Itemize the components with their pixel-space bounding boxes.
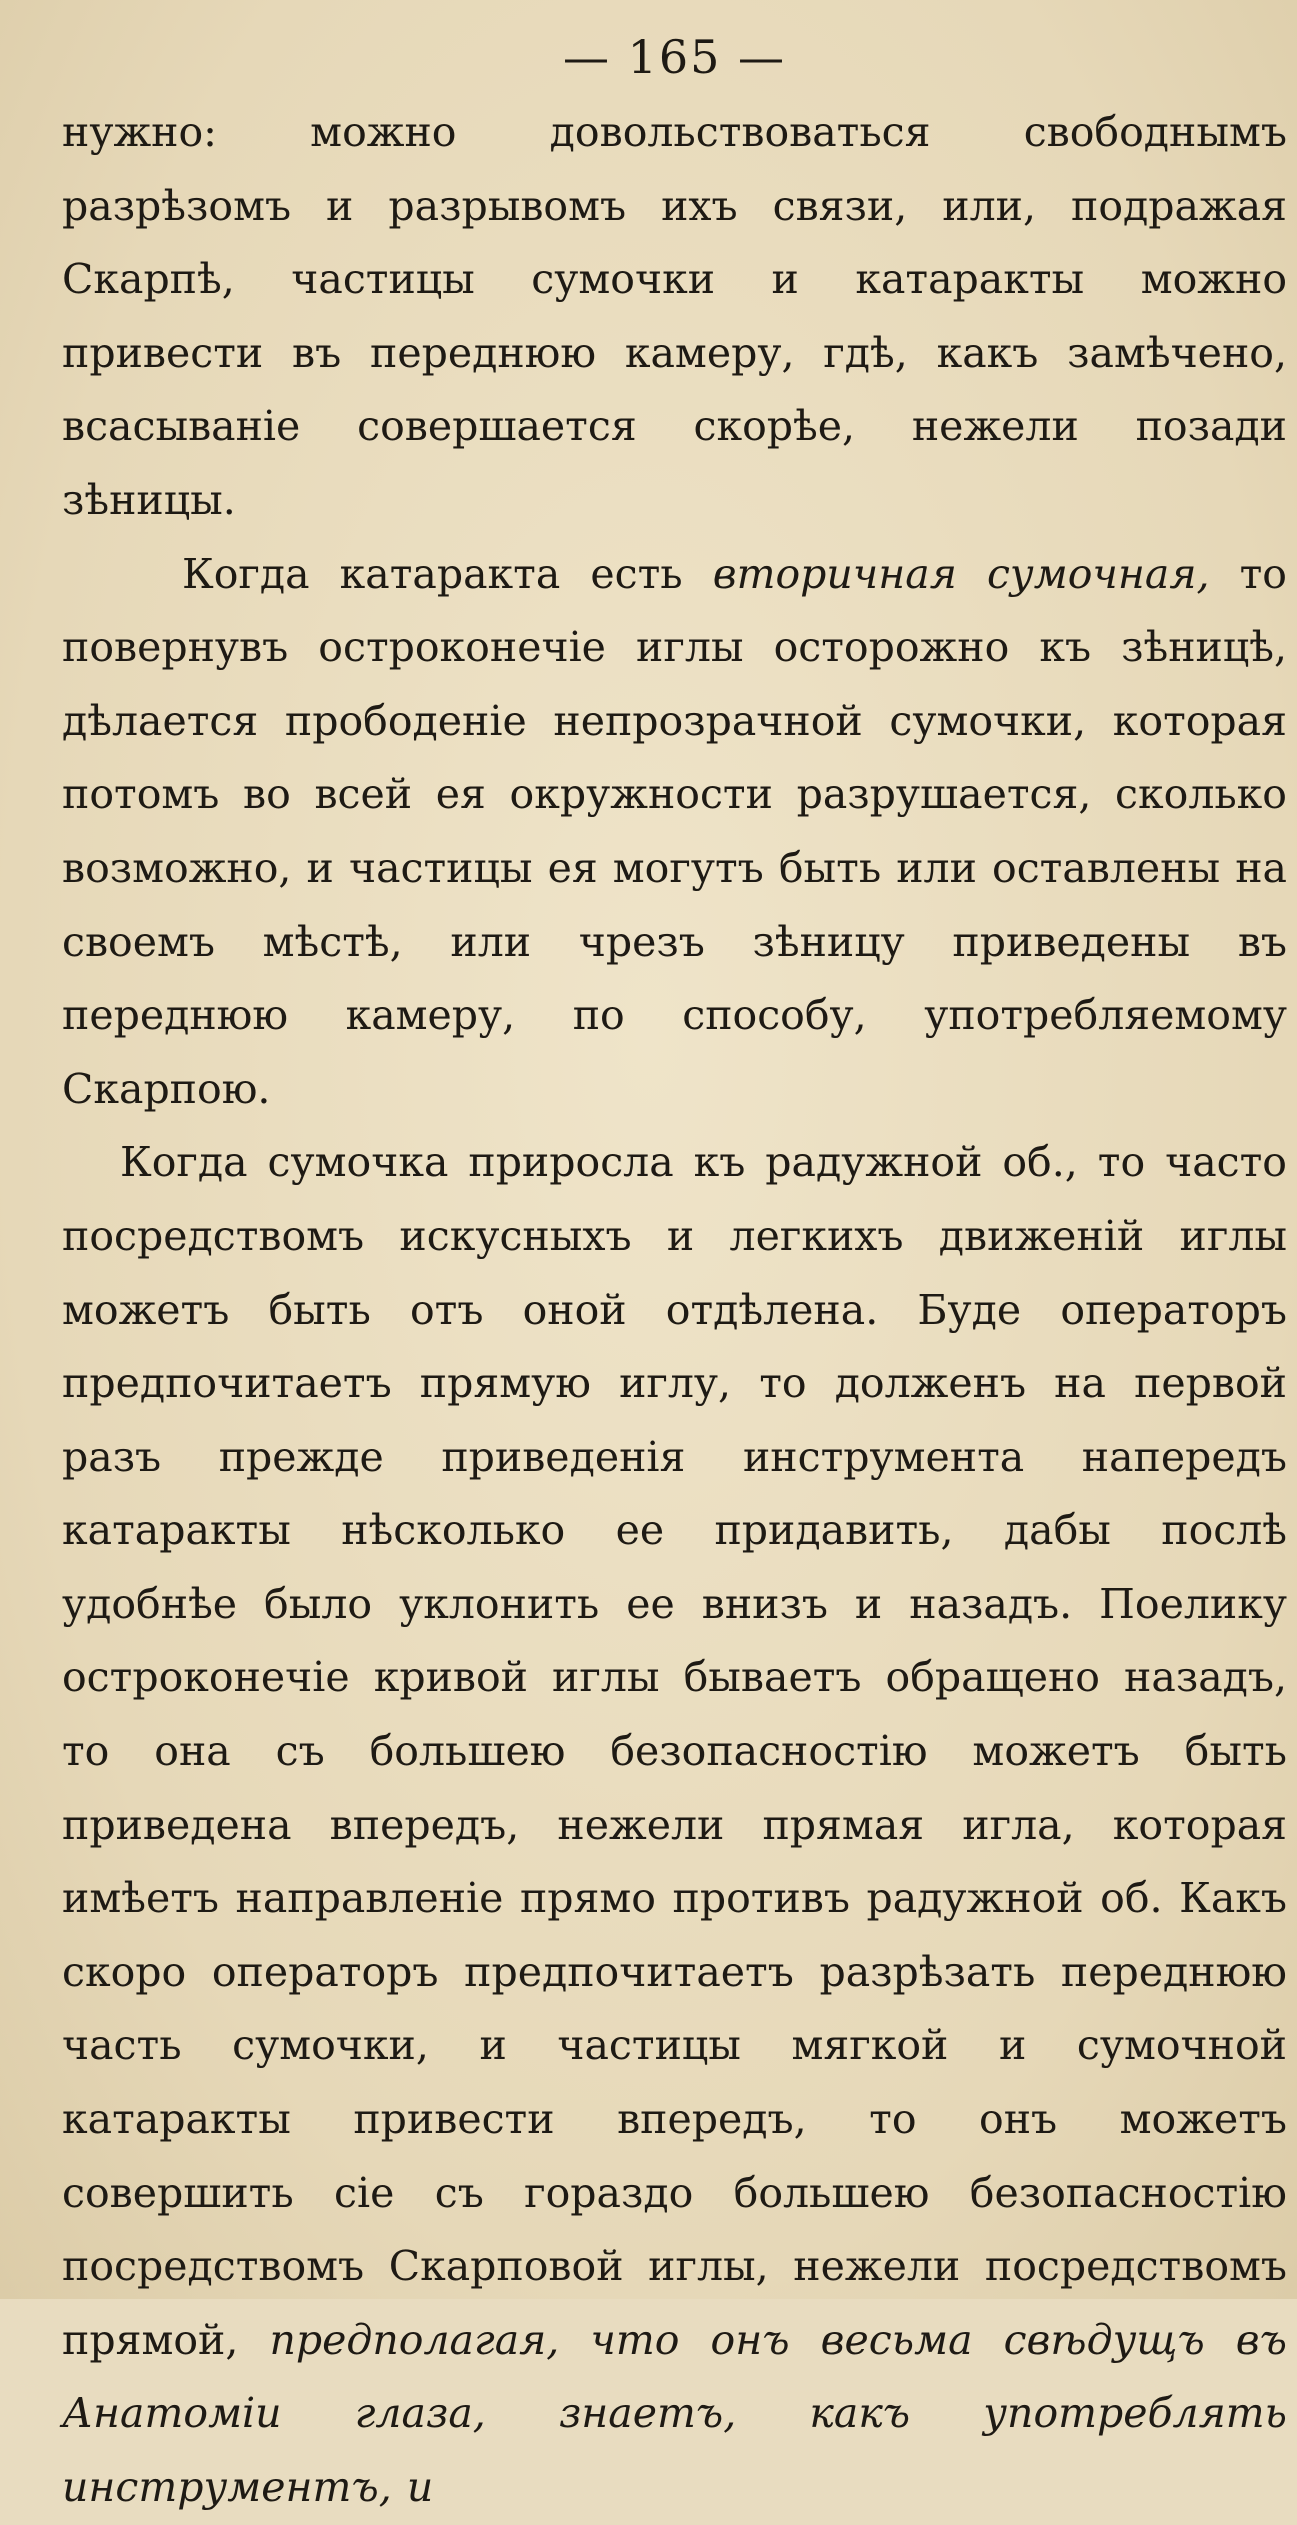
paragraph-2-lead: Когда катаракта есть [182,549,713,598]
paragraph-3-emphasis: предполагая, что онъ весьма свѣдущъ въ Анатомiи глаза, знаетъ, какъ употреблять инструментъ, и [62,2315,1287,2511]
page-number: — 165 — [562,30,787,84]
paragraph-2 [62,538,1287,1127]
paragraph-2-rest: то повернувъ остроконечiе иглы осторожно къ зѣницѣ, дѣлается прободенiе непрозрачной сумочки, которая потомъ во всей ея окружности разрушается, сколько возможно, и частицы ея могутъ быть или оставлены на своемъ мѣстѣ, или чрезъ зѣницу приведены въ переднюю камеру, по способу, употребляемому Скарпою. [62,549,1287,1113]
paragraph-3-text: Когда сумочка приросла къ радужной об., то часто посредствомъ искусныхъ и легкихъ движенiй иглы можетъ быть отъ оной отдѣлена. Буде операторъ предпочитаетъ прямую иглу, то долженъ на первой разъ прежде приведенiя инструмента напередъ катаракты нѣсколько ее придавить, дабы послѣ удобнѣе было уклонить ее внизъ и назадъ. Поелику остроконечiе кривой иглы бываетъ обращено назадъ, то она съ большею безопасностiю можетъ быть приведена впередъ, нежели прямая игла, которая имѣетъ направленiе прямо противъ радужной об. Какъ скоро операторъ предпочитаетъ разрѣзать переднюю часть сумочки, и частицы мягкой и сумочной катаракты привести впередъ, то онъ можетъ совершить сiе съ гораздо большею безопасностiю посредствомъ Скарповой иглы, нежели посредствомъ прямой, [62,1138,1287,2364]
paragraph-1-text: нужно: можно довольствоваться свободнымъ разрѣзомъ и разрывомъ ихъ связи, или, подражая Скарпѣ, частицы сумочки и катаракты можно привести въ переднюю камеру, гдѣ, какъ замѣчено, всасыванiе совершается скорѣе, нежели позади зѣницы. [62,108,1287,524]
paragraph-1 [62,96,1287,538]
paragraph-3 [62,1126,1287,2524]
paragraph-2-emphasis: вторичная сумочная, [712,549,1210,598]
page-body [62,96,1287,2525]
